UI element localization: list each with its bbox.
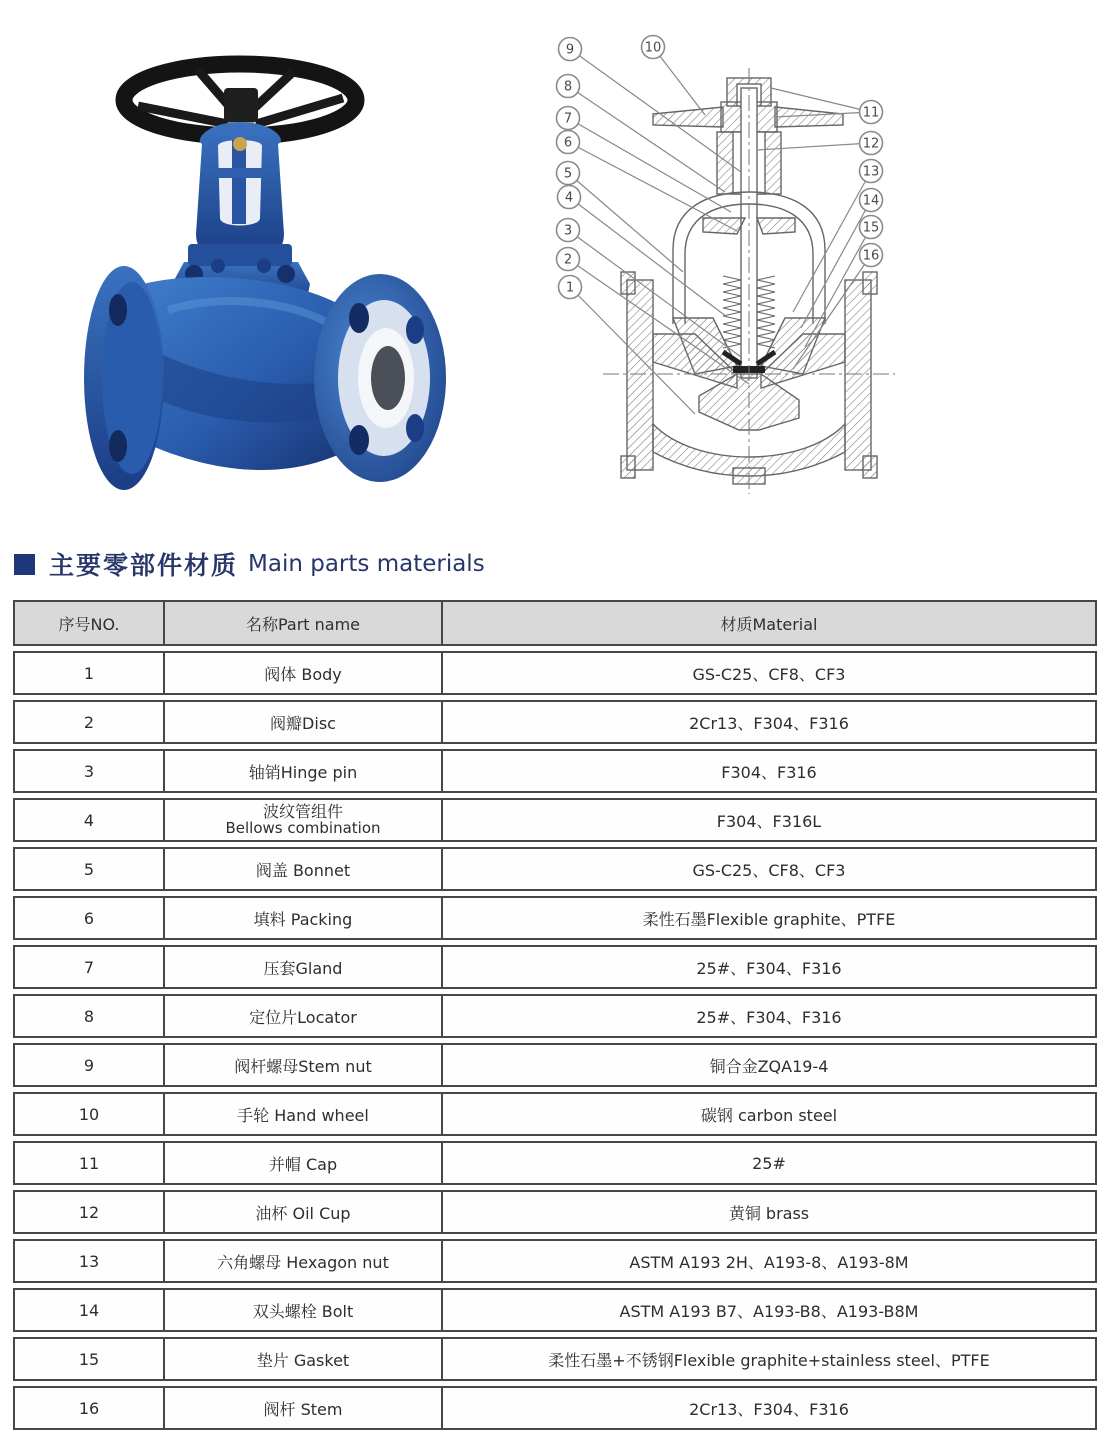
cell-no: 3 bbox=[13, 749, 165, 793]
callout-number: 8 bbox=[563, 79, 573, 95]
callout-number: 14 bbox=[862, 193, 880, 209]
section-title bbox=[14, 546, 485, 582]
callout-number: 11 bbox=[862, 105, 880, 121]
header-no: 序号NO. bbox=[13, 600, 165, 646]
cell-no: 7 bbox=[13, 945, 165, 989]
valve-photo-svg bbox=[78, 48, 478, 493]
callout-number: 13 bbox=[862, 164, 880, 180]
cell-material: GS-C25、CF8、CF3 bbox=[443, 651, 1097, 695]
table-row bbox=[13, 847, 1097, 891]
cell-part-name: 六角螺母 Hexagon nut bbox=[165, 1239, 443, 1283]
callout-number: 12 bbox=[862, 136, 880, 152]
cell-part-name: 阀杆 Stem bbox=[165, 1386, 443, 1430]
table-row bbox=[13, 1043, 1097, 1087]
cell-part-name: 并帽 Cap bbox=[165, 1141, 443, 1185]
cell-part-name: 定位片Locator bbox=[165, 994, 443, 1038]
section-title-zh: 主要零部件材质 bbox=[49, 551, 239, 580]
cell-part-name: 油杯 Oil Cup bbox=[165, 1190, 443, 1234]
cell-material: F304、F316L bbox=[443, 798, 1097, 842]
callout-leader-line bbox=[653, 47, 705, 115]
title-accent-square-icon bbox=[14, 554, 35, 575]
callout-number: 10 bbox=[644, 40, 662, 56]
callout-leader-line bbox=[568, 142, 739, 232]
cell-part-name: 波纹管组件 Bellows combination bbox=[165, 798, 443, 842]
cell-no: 10 bbox=[13, 1092, 165, 1136]
cell-material: GS-C25、CF8、CF3 bbox=[443, 847, 1097, 891]
cell-part-name: 垫片 Gasket bbox=[165, 1337, 443, 1381]
callout-8 bbox=[557, 75, 726, 193]
table-row bbox=[13, 1141, 1097, 1185]
cell-material: 25#、F304、F316 bbox=[443, 945, 1097, 989]
table-row bbox=[13, 994, 1097, 1038]
table-row bbox=[13, 798, 1097, 842]
callout-leader-line bbox=[568, 86, 725, 192]
header-material: 材质Material bbox=[443, 600, 1097, 646]
cell-part-name: 轴销Hinge pin bbox=[165, 749, 443, 793]
right-flange bbox=[314, 274, 446, 482]
cell-material: 2Cr13、F304、F316 bbox=[443, 700, 1097, 744]
callout-leader-line bbox=[568, 118, 731, 212]
table-row bbox=[13, 1288, 1097, 1332]
cell-material: 柔性石墨Flexible graphite、PTFE bbox=[443, 896, 1097, 940]
callout-6 bbox=[557, 131, 740, 233]
main-parts-materials-table bbox=[13, 595, 1097, 1435]
cell-no: 4 bbox=[13, 798, 165, 842]
table-row bbox=[13, 1092, 1097, 1136]
table-row bbox=[13, 1386, 1097, 1430]
callout-number: 16 bbox=[862, 248, 880, 264]
cell-material: ASTM A193 B7、A193-B8、A193-B8M bbox=[443, 1288, 1097, 1332]
header-part-name: 名称Part name bbox=[165, 600, 443, 646]
callout-number: 15 bbox=[862, 220, 880, 236]
callout-number: 7 bbox=[563, 111, 573, 127]
cell-no: 12 bbox=[13, 1190, 165, 1234]
cell-material: 碳钢 carbon steel bbox=[443, 1092, 1097, 1136]
callout-number: 2 bbox=[563, 252, 573, 268]
callout-leader-line bbox=[568, 173, 683, 272]
cell-material: F304、F316 bbox=[443, 749, 1097, 793]
cell-part-name: 阀杆螺母Stem nut bbox=[165, 1043, 443, 1087]
callout-number: 6 bbox=[563, 135, 573, 151]
section-title-en: Main parts materials bbox=[248, 551, 485, 577]
cell-part-name: 手轮 Hand wheel bbox=[165, 1092, 443, 1136]
valve-photo bbox=[78, 48, 478, 493]
callout-10 bbox=[642, 36, 706, 116]
cell-no: 9 bbox=[13, 1043, 165, 1087]
cell-no: 11 bbox=[13, 1141, 165, 1185]
cell-part-name: 填料 Packing bbox=[165, 896, 443, 940]
cell-material: 柔性石墨+不锈钢Flexible graphite+stainless steel、PTFE bbox=[443, 1337, 1097, 1381]
cell-part-name: 阀瓣Disc bbox=[165, 700, 443, 744]
cell-no: 1 bbox=[13, 651, 165, 695]
table-row bbox=[13, 945, 1097, 989]
table-row bbox=[13, 1190, 1097, 1234]
cell-part-name: 阀体 Body bbox=[165, 651, 443, 695]
cell-no: 8 bbox=[13, 994, 165, 1038]
cell-part-name: 阀盖 Bonnet bbox=[165, 847, 443, 891]
table-row bbox=[13, 1337, 1097, 1381]
cell-material: 25# bbox=[443, 1141, 1097, 1185]
table-row bbox=[13, 749, 1097, 793]
cell-material: 铜合金ZQA19-4 bbox=[443, 1043, 1097, 1087]
callout-number: 3 bbox=[563, 223, 573, 239]
cell-part-name: 双头螺栓 Bolt bbox=[165, 1288, 443, 1332]
left-flange bbox=[84, 266, 164, 490]
table-header-row bbox=[13, 600, 1097, 646]
cell-material: 2Cr13、F304、F316 bbox=[443, 1386, 1097, 1430]
cell-no: 2 bbox=[13, 700, 165, 744]
callout-number: 9 bbox=[565, 42, 575, 58]
table-row bbox=[13, 651, 1097, 695]
materials-table-body bbox=[13, 651, 1097, 1430]
cell-no: 16 bbox=[13, 1386, 165, 1430]
cell-no: 15 bbox=[13, 1337, 165, 1381]
bonnet-yoke bbox=[196, 122, 284, 262]
table-row bbox=[13, 896, 1097, 940]
callout-leader-line bbox=[565, 259, 749, 384]
table-row bbox=[13, 1239, 1097, 1283]
table-row bbox=[13, 700, 1097, 744]
cell-no: 6 bbox=[13, 896, 165, 940]
valve-diagram-svg bbox=[545, 22, 1080, 522]
cell-no: 14 bbox=[13, 1288, 165, 1332]
cell-no: 5 bbox=[13, 847, 165, 891]
cell-material: 黄铜 brass bbox=[443, 1190, 1097, 1234]
cell-material: ASTM A193 2H、A193-8、A193-8M bbox=[443, 1239, 1097, 1283]
callout-number: 1 bbox=[565, 280, 575, 296]
callout-number: 4 bbox=[564, 190, 574, 206]
cell-material: 25#、F304、F316 bbox=[443, 994, 1097, 1038]
valve-cross-section-diagram bbox=[545, 22, 1080, 522]
cell-no: 13 bbox=[13, 1239, 165, 1283]
cell-part-name: 压套Gland bbox=[165, 945, 443, 989]
callout-number: 5 bbox=[563, 166, 573, 182]
